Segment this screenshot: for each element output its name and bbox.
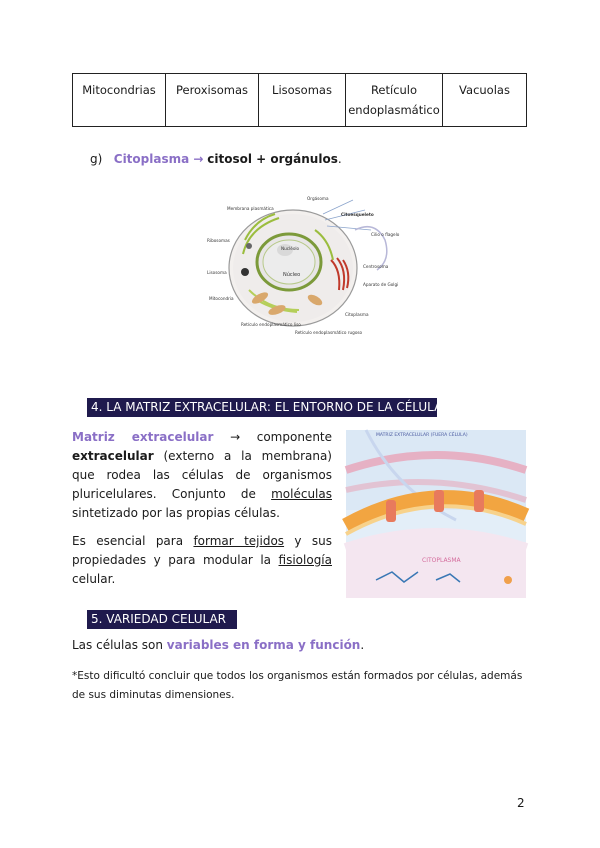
item-end: . <box>337 152 342 166</box>
label-citoesqueleto: Citoesqueleto <box>341 212 374 217</box>
term-matriz: Matriz extracelular <box>72 430 214 444</box>
ecm-citoplasma: CITOPLASMA <box>422 557 461 564</box>
label-centrosoma: Centrosoma <box>363 264 389 269</box>
term-citoplasma: Citoplasma → <box>113 152 204 166</box>
item-marker: g) <box>90 152 103 166</box>
section-4-heading: 4. LA MATRIZ EXTRACELULAR: EL ENTORNO DE LA CÉLULA <box>87 398 437 417</box>
cell-diagram <box>205 190 400 340</box>
table-cell: Vacuolas <box>443 74 527 127</box>
label-cilio: Cilio o flagelo <box>371 232 400 237</box>
label-lisosoma: Lisosoma <box>207 270 227 275</box>
label-re-rugoso: Retículo endoplasmático rugoso <box>295 330 363 335</box>
table-row <box>73 74 527 127</box>
label-golgi: Aparato de Golgi <box>363 282 399 287</box>
label-mitocondria: Mitocondria <box>209 296 234 301</box>
label-nucleolo: Nucléolo <box>281 246 300 251</box>
ecm-diagram <box>346 430 526 598</box>
label-re-liso: Retículo endoplasmático liso <box>241 322 301 327</box>
label-nucleo: Núcleo <box>283 272 301 278</box>
paragraph-nota: *Esto dificultó concluir que todos los organismos están formados por células, además de sus diminutas dimensiones. <box>72 670 523 701</box>
table-cell: Lisosomas <box>259 74 346 127</box>
table-cell: Mitocondrias <box>73 74 166 127</box>
term-citosol: citosol + orgánulos <box>207 152 338 166</box>
ecm-header: MATRIZ EXTRACELULAR (FUERA CÉLULA) <box>376 433 468 438</box>
label-orgasoma: Orgásoma <box>307 196 329 201</box>
table-cell: Peroxisomas <box>166 74 259 127</box>
paragraph-matriz: Matriz extracelular → componente extracelular (externo a la membrana) que rodea las células de organismos pluricelulares. Conjunto de moléculas sintetizado por las propias células. <box>72 430 333 520</box>
item-g <box>90 152 342 166</box>
paragraph-variables: Las células son variables en forma y función. <box>72 638 365 652</box>
label-ribosomas: Ribosomas <box>207 238 230 243</box>
term-variables: variables en forma y función <box>166 638 361 652</box>
table-cell: Retículo endoplasmático <box>346 74 443 127</box>
paragraph-esencial: Es esencial para formar tejidos y sus propiedades y para modular la fisiología celular. <box>72 534 333 586</box>
organelles-table <box>72 73 527 127</box>
label-membrana: Membrana plasmática <box>227 206 274 211</box>
label-citoplasma: Citoplasma <box>345 312 369 317</box>
section-5-heading: 5. VARIEDAD CELULAR <box>87 610 237 629</box>
page-number: 2 <box>517 796 525 810</box>
